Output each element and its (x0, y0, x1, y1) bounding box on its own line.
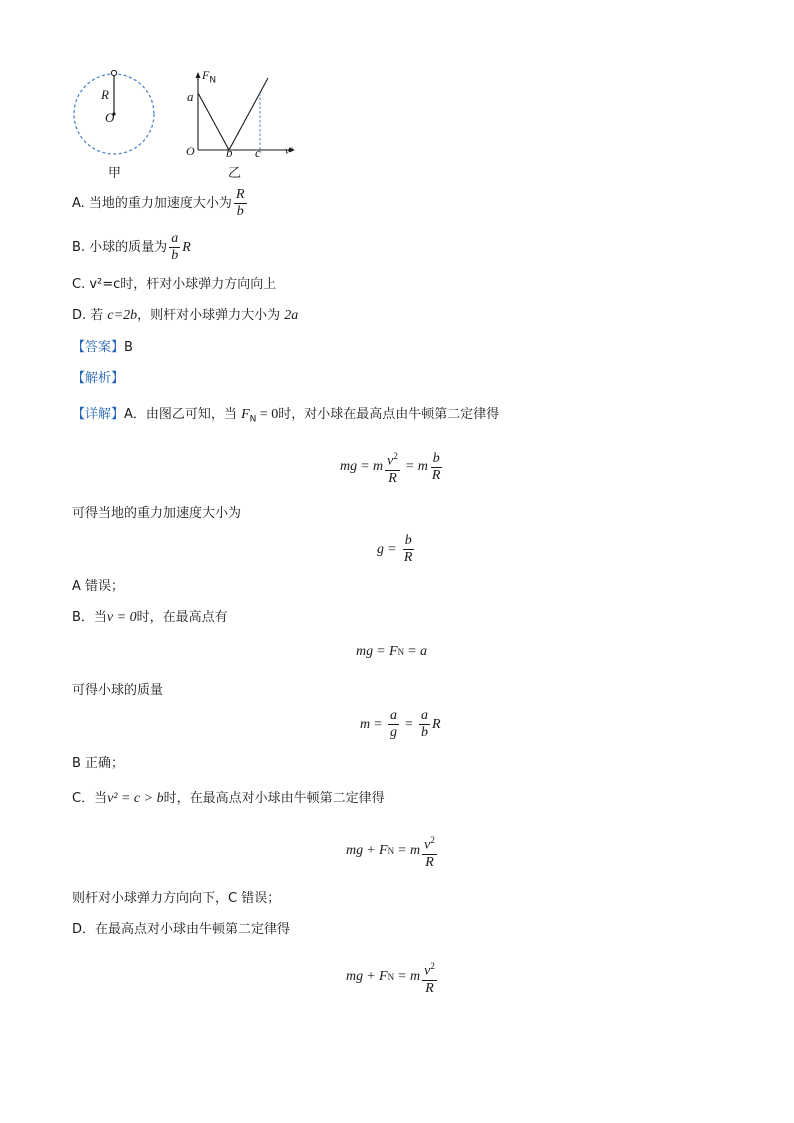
detail-c-conclusion: 则杆对小球弹力方向向下，C 错误； (72, 891, 281, 906)
analysis-heading: 【解析】 (72, 371, 125, 386)
radius-label: R (101, 87, 109, 102)
figure-jia-caption: 甲 (108, 166, 122, 181)
center-label: O (105, 110, 115, 125)
detail-a-after: 可得当地的重力加速度大小为 (72, 506, 242, 521)
option-c: C. v²=c时，杆对小球弹力方向向上 (72, 277, 277, 292)
detail-d-intro: D．在最高点对小球由牛顿第二定律得 (72, 922, 291, 937)
equation-4: m = $\frac{a}{g}$ = $\frac{a}{b}$ R (360, 708, 441, 740)
b-tick-label: b (226, 145, 233, 160)
option-a: A. 当地的重力加速度大小为 $\frac{R}{b}$ (72, 187, 245, 219)
figure-jia (68, 66, 162, 160)
option-b: B. 小球的质量为 $\frac{a}{b}$ R (72, 231, 191, 263)
equation-2: g = $\frac{b}{R}$ (377, 533, 413, 565)
x-axis-label: v² (285, 146, 293, 157)
equation-6: mg + F N = m $\frac{v^2}{R}$ (346, 958, 439, 997)
detail-c-intro: C．当v² = c > b时，在最高点对小球由牛顿第二定律得 (72, 791, 385, 806)
origin-label: O (186, 144, 195, 158)
detail-a-intro: 【详解】A．由图乙可知，当 $F_N = 0$时，对小球在最高点由牛顿第二定律得 (72, 407, 500, 425)
equation-5: mg + F N = m $\frac{v^2}{R}$ (346, 832, 439, 871)
detail-b-conclusion: B 正确； (72, 756, 125, 771)
a-tick-label: a (187, 89, 194, 104)
option-d: D. 若 c=2b，则杆对小球弹力大小为 2a (72, 308, 299, 323)
detail-b-after: 可得小球的质量 (72, 683, 164, 698)
figure-yi (180, 66, 300, 160)
detail-a-conclusion: A 错误； (72, 579, 125, 594)
y-axis-label: $F_N$ (202, 68, 217, 86)
figure-yi-caption: 乙 (228, 166, 242, 181)
answer: 【答案】B (72, 340, 133, 355)
equation-3: mg = F N = a (356, 644, 427, 659)
equation-1: mg = m $\frac{v^2}{R}$ = m $\frac{b}{R}$ (340, 448, 444, 487)
c-tick-label: c (255, 145, 261, 160)
detail-b-intro: B．当v = 0时，在最高点有 (72, 610, 228, 625)
